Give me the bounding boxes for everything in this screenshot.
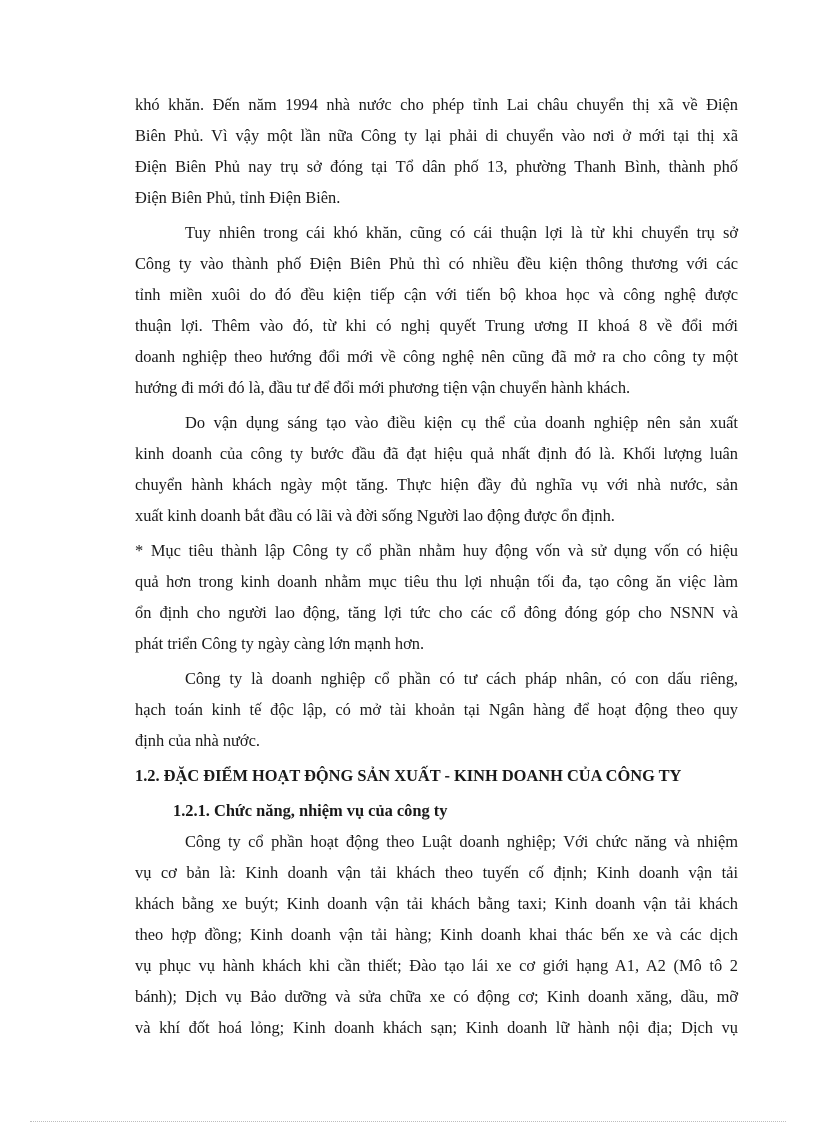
paragraph-3 [135, 407, 738, 531]
text-line: xuất kinh doanh bắt đầu có lãi và đời sống Người lao động được ổn định. [135, 506, 615, 525]
text-line: định của nhà nước. [135, 731, 260, 750]
subsection-heading: 1.2.1. Chức năng, nhiệm vụ của công ty [173, 801, 448, 820]
paragraph-4 [135, 535, 738, 659]
text-line: doanh nghiệp theo hướng đổi mới về công nghệ nên cũng đã mở ra cho công ty một [135, 347, 738, 366]
paragraph-2 [135, 217, 738, 403]
section-heading: 1.2. ĐẶC ĐIỂM HOẠT ĐỘNG SẢN XUẤT - KINH DOANH CỦA CÔNG TY [135, 766, 682, 785]
text-line: thuận lợi. Thêm vào đó, từ khi có nghị quyết Trung ương II khoá 8 về đổi mới [135, 316, 738, 335]
paragraph-5 [135, 663, 738, 756]
text-line: vụ cơ bản là: Kinh doanh vận tải khách theo tuyến cố định; Kinh doanh vận tải [135, 863, 738, 882]
text-line: Tuy nhiên trong cái khó khăn, cũng có cái thuận lợi là từ khi chuyển trụ sở [185, 223, 738, 242]
text-line: vụ phục vụ hành khách khi cần thiết; Đào tạo lái xe cơ giới hạng A1, A2 (Mô tô 2 [135, 956, 738, 975]
text-line: Công ty cổ phần hoạt động theo Luật doanh nghiệp; Với chức năng và nhiệm [185, 832, 738, 851]
text-line: và khí đốt hoá lỏng; Kinh doanh khách sạn; Kinh doanh lữ hành nội địa; Dịch vụ [135, 1018, 738, 1037]
text-line: bánh); Dịch vụ Bảo dưỡng và sửa chữa xe có động cơ; Kinh doanh xăng, dầu, mỡ [135, 987, 738, 1006]
text-line: khó khăn. Đến năm 1994 nhà nước cho phép tỉnh Lai châu chuyển thị xã về Điện [135, 95, 738, 114]
text-line: Do vận dụng sáng tạo vào điều kiện cụ thể của doanh nghiệp nên sản xuất [185, 413, 738, 432]
text-line: theo hợp đồng; Kinh doanh vận tải hàng; Kinh doanh khai thác bến xe và các dịch [135, 925, 738, 944]
text-line: Biên Phủ. Vì vậy một lần nữa Công ty lại phải di chuyển vào nơi ở mới tại thị xã [135, 126, 738, 145]
text-line: hướng đi mới đó là, đầu tư để đổi mới phương tiện vận chuyển hành khách. [135, 378, 631, 397]
text-line: Điện Biên Phủ nay trụ sở đóng tại Tổ dân phố 13, phường Thanh Bình, thành phố [135, 157, 738, 176]
text-line: kinh doanh của công ty bước đầu đã đạt hiệu quả nhất định đó là. Khối lượng luân [135, 444, 738, 463]
text-line: khách bằng xe buýt; Kinh doanh vận tải khách bằng taxi; Kinh doanh vận tải khách [135, 894, 738, 913]
text-line: Công ty là doanh nghiệp cổ phần có tư cách pháp nhân, có con dấu riêng, [185, 669, 738, 688]
text-line: chuyển hành khách ngày một tăng. Thực hiện đầy đủ nghĩa vụ với nhà nước, sản [135, 475, 738, 494]
text-line: Công ty vào thành phố Điện Biên Phủ thì có nhiều đều kiện thông thương với các [135, 254, 738, 273]
page-bottom-divider [30, 1121, 786, 1122]
paragraph-1 [135, 89, 738, 213]
text-line: tỉnh miền xuôi do đó đều kiện tiếp cận với tiến bộ khoa học và công nghệ được [135, 285, 738, 304]
document-page [135, 89, 738, 1043]
text-line: hạch toán kinh tế độc lập, có mở tài khoản tại Ngân hàng để hoạt động theo quy [135, 700, 738, 719]
text-line: ổn định cho người lao động, tăng lợi tức cho các cổ đông đóng góp cho NSNN và [135, 603, 738, 622]
paragraph-6 [135, 826, 738, 1043]
text-line: * Mục tiêu thành lập Công ty cổ phần nhằm huy động vốn và sử dụng vốn có hiệu [135, 541, 738, 560]
text-line: phát triển Công ty ngày càng lớn mạnh hơn. [135, 634, 425, 653]
text-line: Điện Biên Phủ, tỉnh Điện Biên. [135, 188, 341, 207]
text-line: quả hơn trong kinh doanh nhằm mục tiêu thu lợi nhuận tối đa, tạo công ăn việc làm [135, 572, 738, 591]
